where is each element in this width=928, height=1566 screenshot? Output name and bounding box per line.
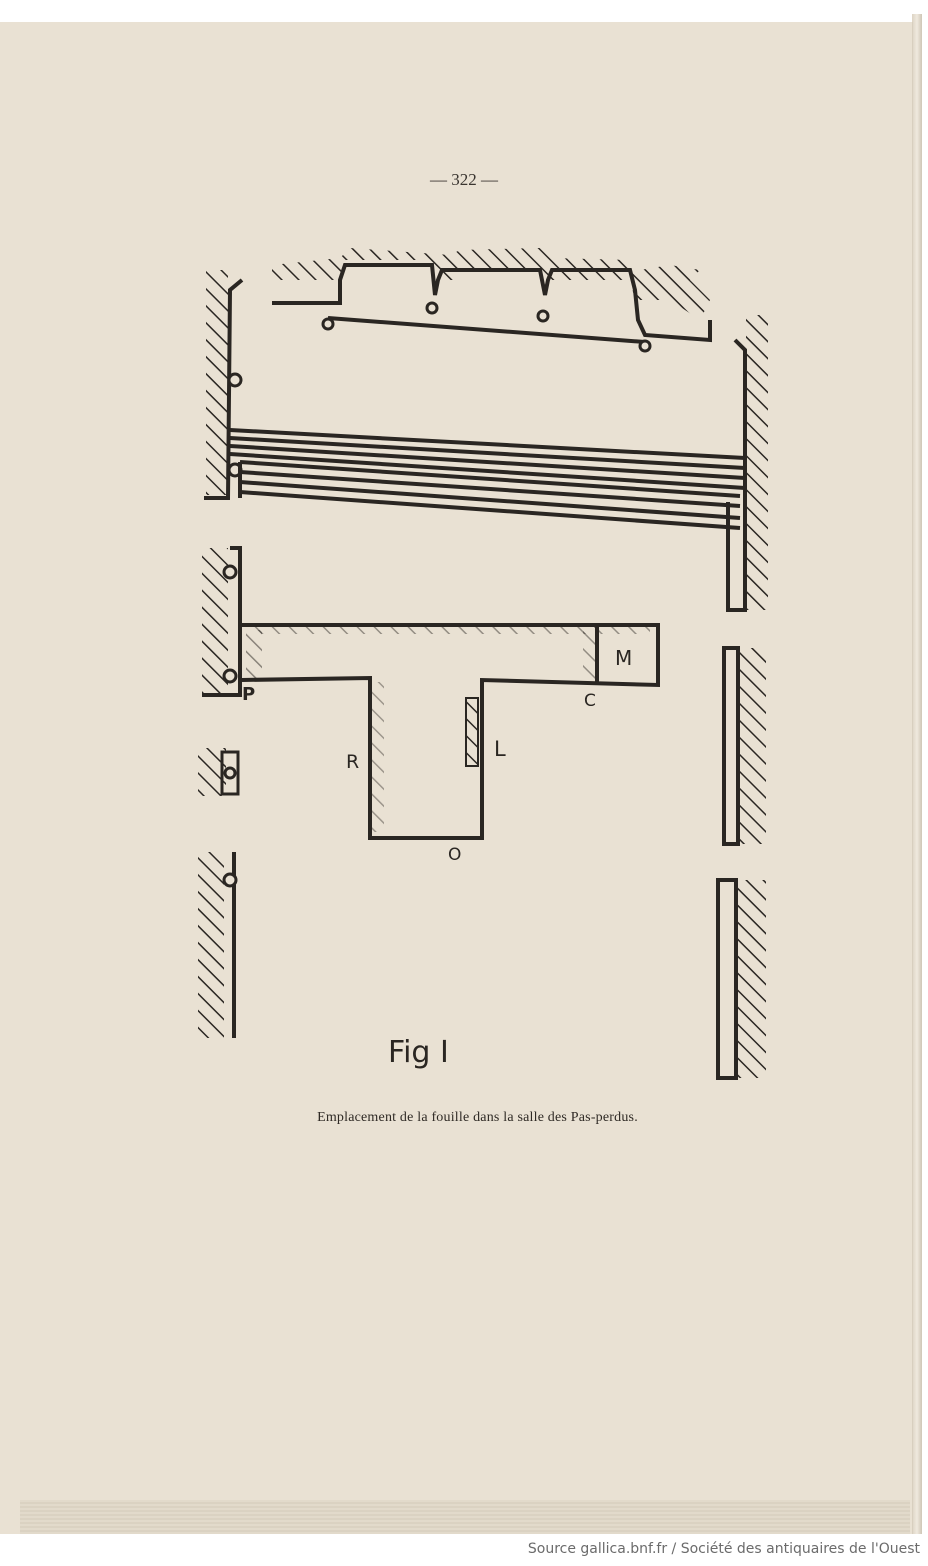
west-wall-upper (204, 270, 242, 498)
figure-caption: Emplacement de la fouille dans la salle des Pas-perdus. (317, 1110, 638, 1125)
label-c: C (584, 691, 596, 711)
east-wall-lower (718, 880, 766, 1078)
page-stack-edge (20, 1500, 910, 1534)
source-credit: Source gallica.bnf.fr / Société des antiquaires de l'Ouest (527, 1541, 920, 1557)
page-edge (912, 14, 922, 1534)
east-wall-upper (728, 315, 768, 610)
west-wall-lower (198, 852, 236, 1038)
steps (230, 430, 745, 528)
label-m: M (615, 646, 633, 670)
west-wall-middle (198, 548, 240, 796)
page-number: — 322 — (430, 170, 498, 189)
label-o: O (448, 845, 462, 865)
north-wall (272, 248, 710, 351)
figure-title: Fig I (388, 1035, 449, 1070)
label-l: L (494, 737, 506, 761)
east-wall-middle (724, 648, 766, 844)
label-r: R (346, 751, 360, 773)
floor-plan-figure (190, 240, 780, 1090)
excavation-trench (242, 625, 658, 838)
label-p: P (242, 684, 256, 705)
